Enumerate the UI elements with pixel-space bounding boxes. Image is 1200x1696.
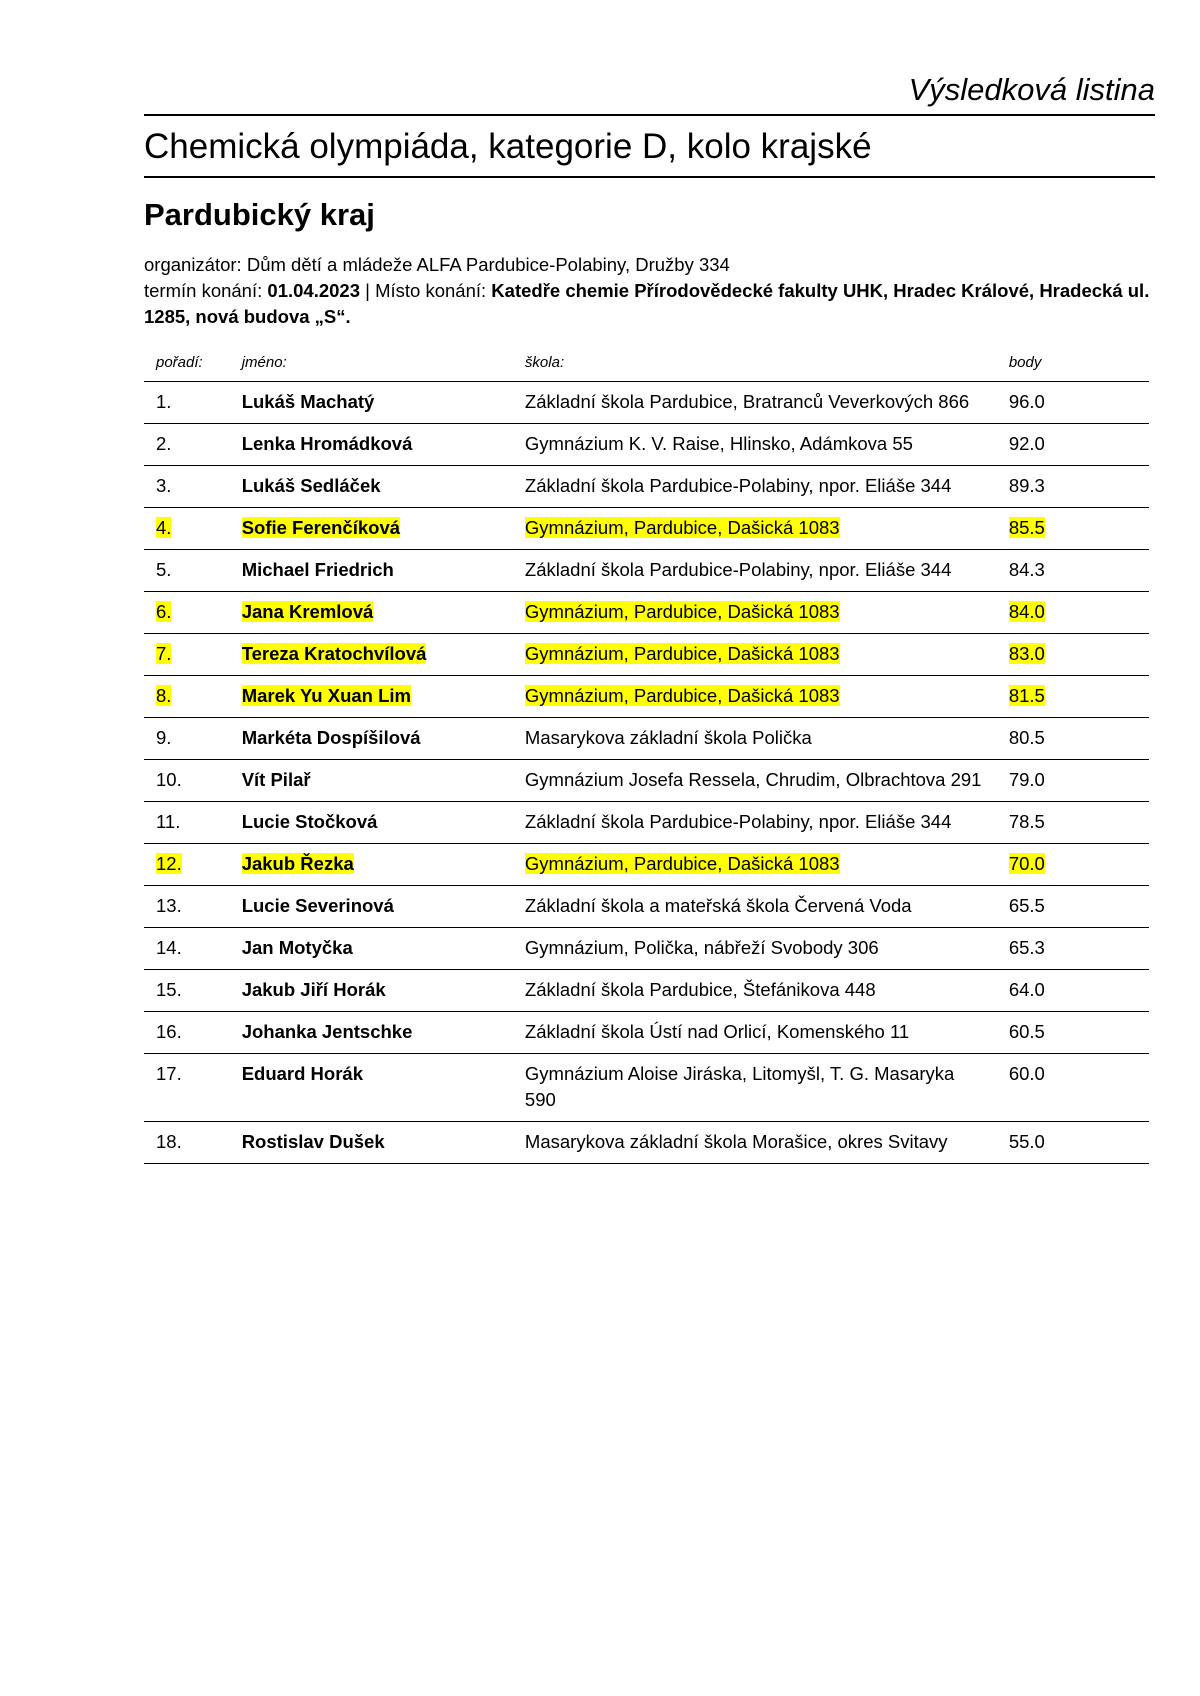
school-cell-text: Základní škola Pardubice-Polabiny, npor. Eliáše 344 [524,811,952,832]
points-cell-text: 84.0 [1008,601,1045,622]
name-cell-text: Sofie Ferenčíková [241,517,401,538]
table-row [144,1122,1149,1164]
rank-cell-text: 11. [156,811,181,832]
name-cell [230,1122,513,1164]
points-cell-text: 70.0 [1008,853,1045,874]
school-cell [513,382,997,424]
name-cell-text: Vít Pilař [241,769,311,790]
rank-cell-text: 5. [156,559,172,580]
school-cell [513,1122,997,1164]
name-cell [230,634,513,676]
title-divider [144,176,1155,178]
school-cell [513,424,997,466]
school-cell-text: Základní škola Ústí nad Orlicí, Komenského 11 [524,1021,910,1042]
organizer-value: Dům dětí a mládeže ALFA Pardubice-Polabiny, Družby 334 [246,254,730,275]
rank-cell [144,382,230,424]
school-cell [513,1012,997,1054]
table-row [144,928,1149,970]
name-cell-text: Tereza Kratochvílová [241,643,427,664]
school-cell-text: Gymnázium, Pardubice, Dašická 1083 [524,517,840,538]
points-cell [997,1122,1149,1164]
results-table [144,350,1149,1164]
rank-cell-text: 17. [156,1063,182,1084]
school-cell-text: Základní škola Pardubice-Polabiny, npor. Eliáše 344 [524,475,952,496]
name-cell [230,886,513,928]
table-row [144,1054,1149,1122]
school-cell [513,550,997,592]
points-cell-text: 84.3 [1008,559,1045,580]
rank-cell [144,718,230,760]
rank-cell [144,634,230,676]
points-cell-text: 89.3 [1008,475,1045,496]
organizer-label: organizátor: [144,254,242,275]
name-cell [230,592,513,634]
rank-cell [144,886,230,928]
name-cell-text: Lenka Hromádková [241,433,413,454]
header-school: škola: [513,350,997,382]
table-row [144,802,1149,844]
name-cell [230,718,513,760]
points-cell-text: 60.0 [1008,1063,1045,1084]
rank-cell [144,676,230,718]
table-row [144,1012,1149,1054]
points-cell [997,466,1149,508]
rank-cell [144,970,230,1012]
points-cell [997,424,1149,466]
points-cell-text: 83.0 [1008,643,1045,664]
name-cell [230,844,513,886]
name-cell [230,970,513,1012]
table-row [144,676,1149,718]
name-cell [230,1054,513,1122]
header-name: jméno: [230,350,513,382]
school-cell-text: Gymnázium Aloise Jiráska, Litomyšl, T. G. Masaryka 590 [524,1063,955,1110]
rank-cell-text: 1. [156,391,172,412]
table-row [144,550,1149,592]
school-cell-text: Masarykova základní škola Morašice, okres Svitavy [524,1131,948,1152]
name-cell [230,508,513,550]
points-cell [997,676,1149,718]
name-cell [230,466,513,508]
name-cell-text: Jakub Jiří Horák [241,979,386,1000]
name-cell [230,802,513,844]
points-cell-text: 85.5 [1008,517,1045,538]
rank-cell [144,592,230,634]
table-header-row [144,350,1149,382]
rank-cell [144,508,230,550]
points-cell [997,802,1149,844]
school-cell-text: Gymnázium, Polička, nábřeží Svobody 306 [524,937,879,958]
table-row [144,970,1149,1012]
name-cell-text: Lucie Severinová [241,895,394,916]
info-separator: | [365,280,370,301]
header-points: body [997,350,1149,382]
school-cell [513,760,997,802]
points-cell [997,718,1149,760]
school-cell [513,592,997,634]
rank-cell-text: 4. [156,517,172,538]
rank-cell-text: 3. [156,475,172,496]
points-cell [997,1012,1149,1054]
school-cell [513,676,997,718]
table-row [144,760,1149,802]
rank-cell-text: 18. [156,1131,182,1152]
table-row [144,886,1149,928]
name-cell [230,676,513,718]
name-cell [230,928,513,970]
points-cell [997,592,1149,634]
school-cell-text: Gymnázium, Pardubice, Dašická 1083 [524,643,840,664]
points-cell-text: 65.3 [1008,937,1045,958]
name-cell-text: Johanka Jentschke [241,1021,413,1042]
school-cell [513,844,997,886]
date-label: termín konání: [144,280,263,301]
points-cell-text: 79.0 [1008,769,1045,790]
points-cell [997,844,1149,886]
date-place-line [144,278,1155,330]
points-cell [997,760,1149,802]
rank-cell [144,466,230,508]
name-cell-text: Jana Kremlová [241,601,374,622]
region-heading: Pardubický kraj [144,197,375,232]
school-cell-text: Základní škola Pardubice-Polabiny, npor. Eliáše 344 [524,559,952,580]
table-row [144,466,1149,508]
points-cell-text: 65.5 [1008,895,1045,916]
name-cell-text: Marek Yu Xuan Lim [241,685,411,706]
points-cell-text: 92.0 [1008,433,1045,454]
school-cell-text: Základní škola Pardubice, Štefánikova 448 [524,979,876,1000]
rank-cell [144,550,230,592]
name-cell-text: Lukáš Machatý [241,391,375,412]
points-cell [997,634,1149,676]
rank-cell [144,928,230,970]
rank-cell-text: 15. [156,979,182,1000]
place-value: Katedře chemie Přírodovědecké fakulty UHK, Hradec Králové, Hradecká ul. 1285, nová budova „S“. [144,280,1150,327]
name-cell-text: Jan Motyčka [241,937,353,958]
rank-cell-text: 16. [156,1021,182,1042]
table-row [144,844,1149,886]
points-cell [997,382,1149,424]
rank-cell-text: 8. [156,685,172,706]
rank-cell [144,1054,230,1122]
name-cell [230,1012,513,1054]
rank-cell-text: 12. [156,853,182,874]
points-cell [997,550,1149,592]
name-cell-text: Jakub Řezka [241,853,354,874]
event-info [144,252,1155,330]
table-row [144,424,1149,466]
name-cell-text: Markéta Dospíšilová [241,727,421,748]
header-rank: pořadí: [144,350,230,382]
points-cell-text: 81.5 [1008,685,1045,706]
points-cell-text: 55.0 [1008,1131,1045,1152]
name-cell [230,382,513,424]
school-cell-text: Základní škola a mateřská škola Červená Voda [524,895,912,916]
school-cell [513,508,997,550]
school-cell [513,928,997,970]
points-cell-text: 60.5 [1008,1021,1045,1042]
name-cell-text: Michael Friedrich [241,559,394,580]
rank-cell-text: 10. [156,769,182,790]
organizer-line [144,252,1155,278]
points-cell [997,928,1149,970]
points-cell-text: 64.0 [1008,979,1045,1000]
rank-cell [144,424,230,466]
school-cell [513,466,997,508]
place-label: Místo konání: [375,280,487,301]
rank-cell [144,760,230,802]
school-cell [513,802,997,844]
rank-cell [144,1012,230,1054]
name-cell [230,550,513,592]
school-cell [513,718,997,760]
school-cell-text: Masarykova základní škola Polička [524,727,812,748]
school-cell [513,1054,997,1122]
table-row [144,718,1149,760]
school-cell [513,970,997,1012]
table-row [144,508,1149,550]
rank-cell-text: 13. [156,895,182,916]
rank-cell [144,844,230,886]
points-cell-text: 80.5 [1008,727,1045,748]
name-cell-text: Eduard Horák [241,1063,363,1084]
school-cell [513,634,997,676]
points-cell [997,1054,1149,1122]
competition-title: Chemická olympiáda, kategorie D, kolo krajské [144,127,872,166]
rank-cell-text: 9. [156,727,172,748]
school-cell-text: Gymnázium, Pardubice, Dašická 1083 [524,601,840,622]
name-cell [230,760,513,802]
points-cell [997,508,1149,550]
table-row [144,592,1149,634]
school-cell-text: Gymnázium, Pardubice, Dašická 1083 [524,853,840,874]
school-cell [513,886,997,928]
points-cell-text: 96.0 [1008,391,1045,412]
points-cell-text: 78.5 [1008,811,1045,832]
document-type-title: Výsledková listina [908,72,1155,107]
name-cell-text: Lucie Stočková [241,811,378,832]
school-cell-text: Gymnázium K. V. Raise, Hlinsko, Adámkova 55 [524,433,913,454]
school-cell-text: Základní škola Pardubice, Bratranců Veverkových 866 [524,391,970,412]
rank-cell-text: 14. [156,937,182,958]
rank-cell-text: 2. [156,433,172,454]
table-row [144,382,1149,424]
date-value: 01.04.2023 [267,280,360,301]
rank-cell [144,802,230,844]
school-cell-text: Gymnázium, Pardubice, Dašická 1083 [524,685,840,706]
top-divider [144,114,1155,116]
points-cell [997,886,1149,928]
points-cell [997,970,1149,1012]
name-cell-text: Rostislav Dušek [241,1131,385,1152]
name-cell [230,424,513,466]
name-cell-text: Lukáš Sedláček [241,475,381,496]
school-cell-text: Gymnázium Josefa Ressela, Chrudim, Olbrachtova 291 [524,769,982,790]
rank-cell [144,1122,230,1164]
rank-cell-text: 6. [156,601,172,622]
results-body [144,382,1149,1164]
rank-cell-text: 7. [156,643,172,664]
table-row [144,634,1149,676]
